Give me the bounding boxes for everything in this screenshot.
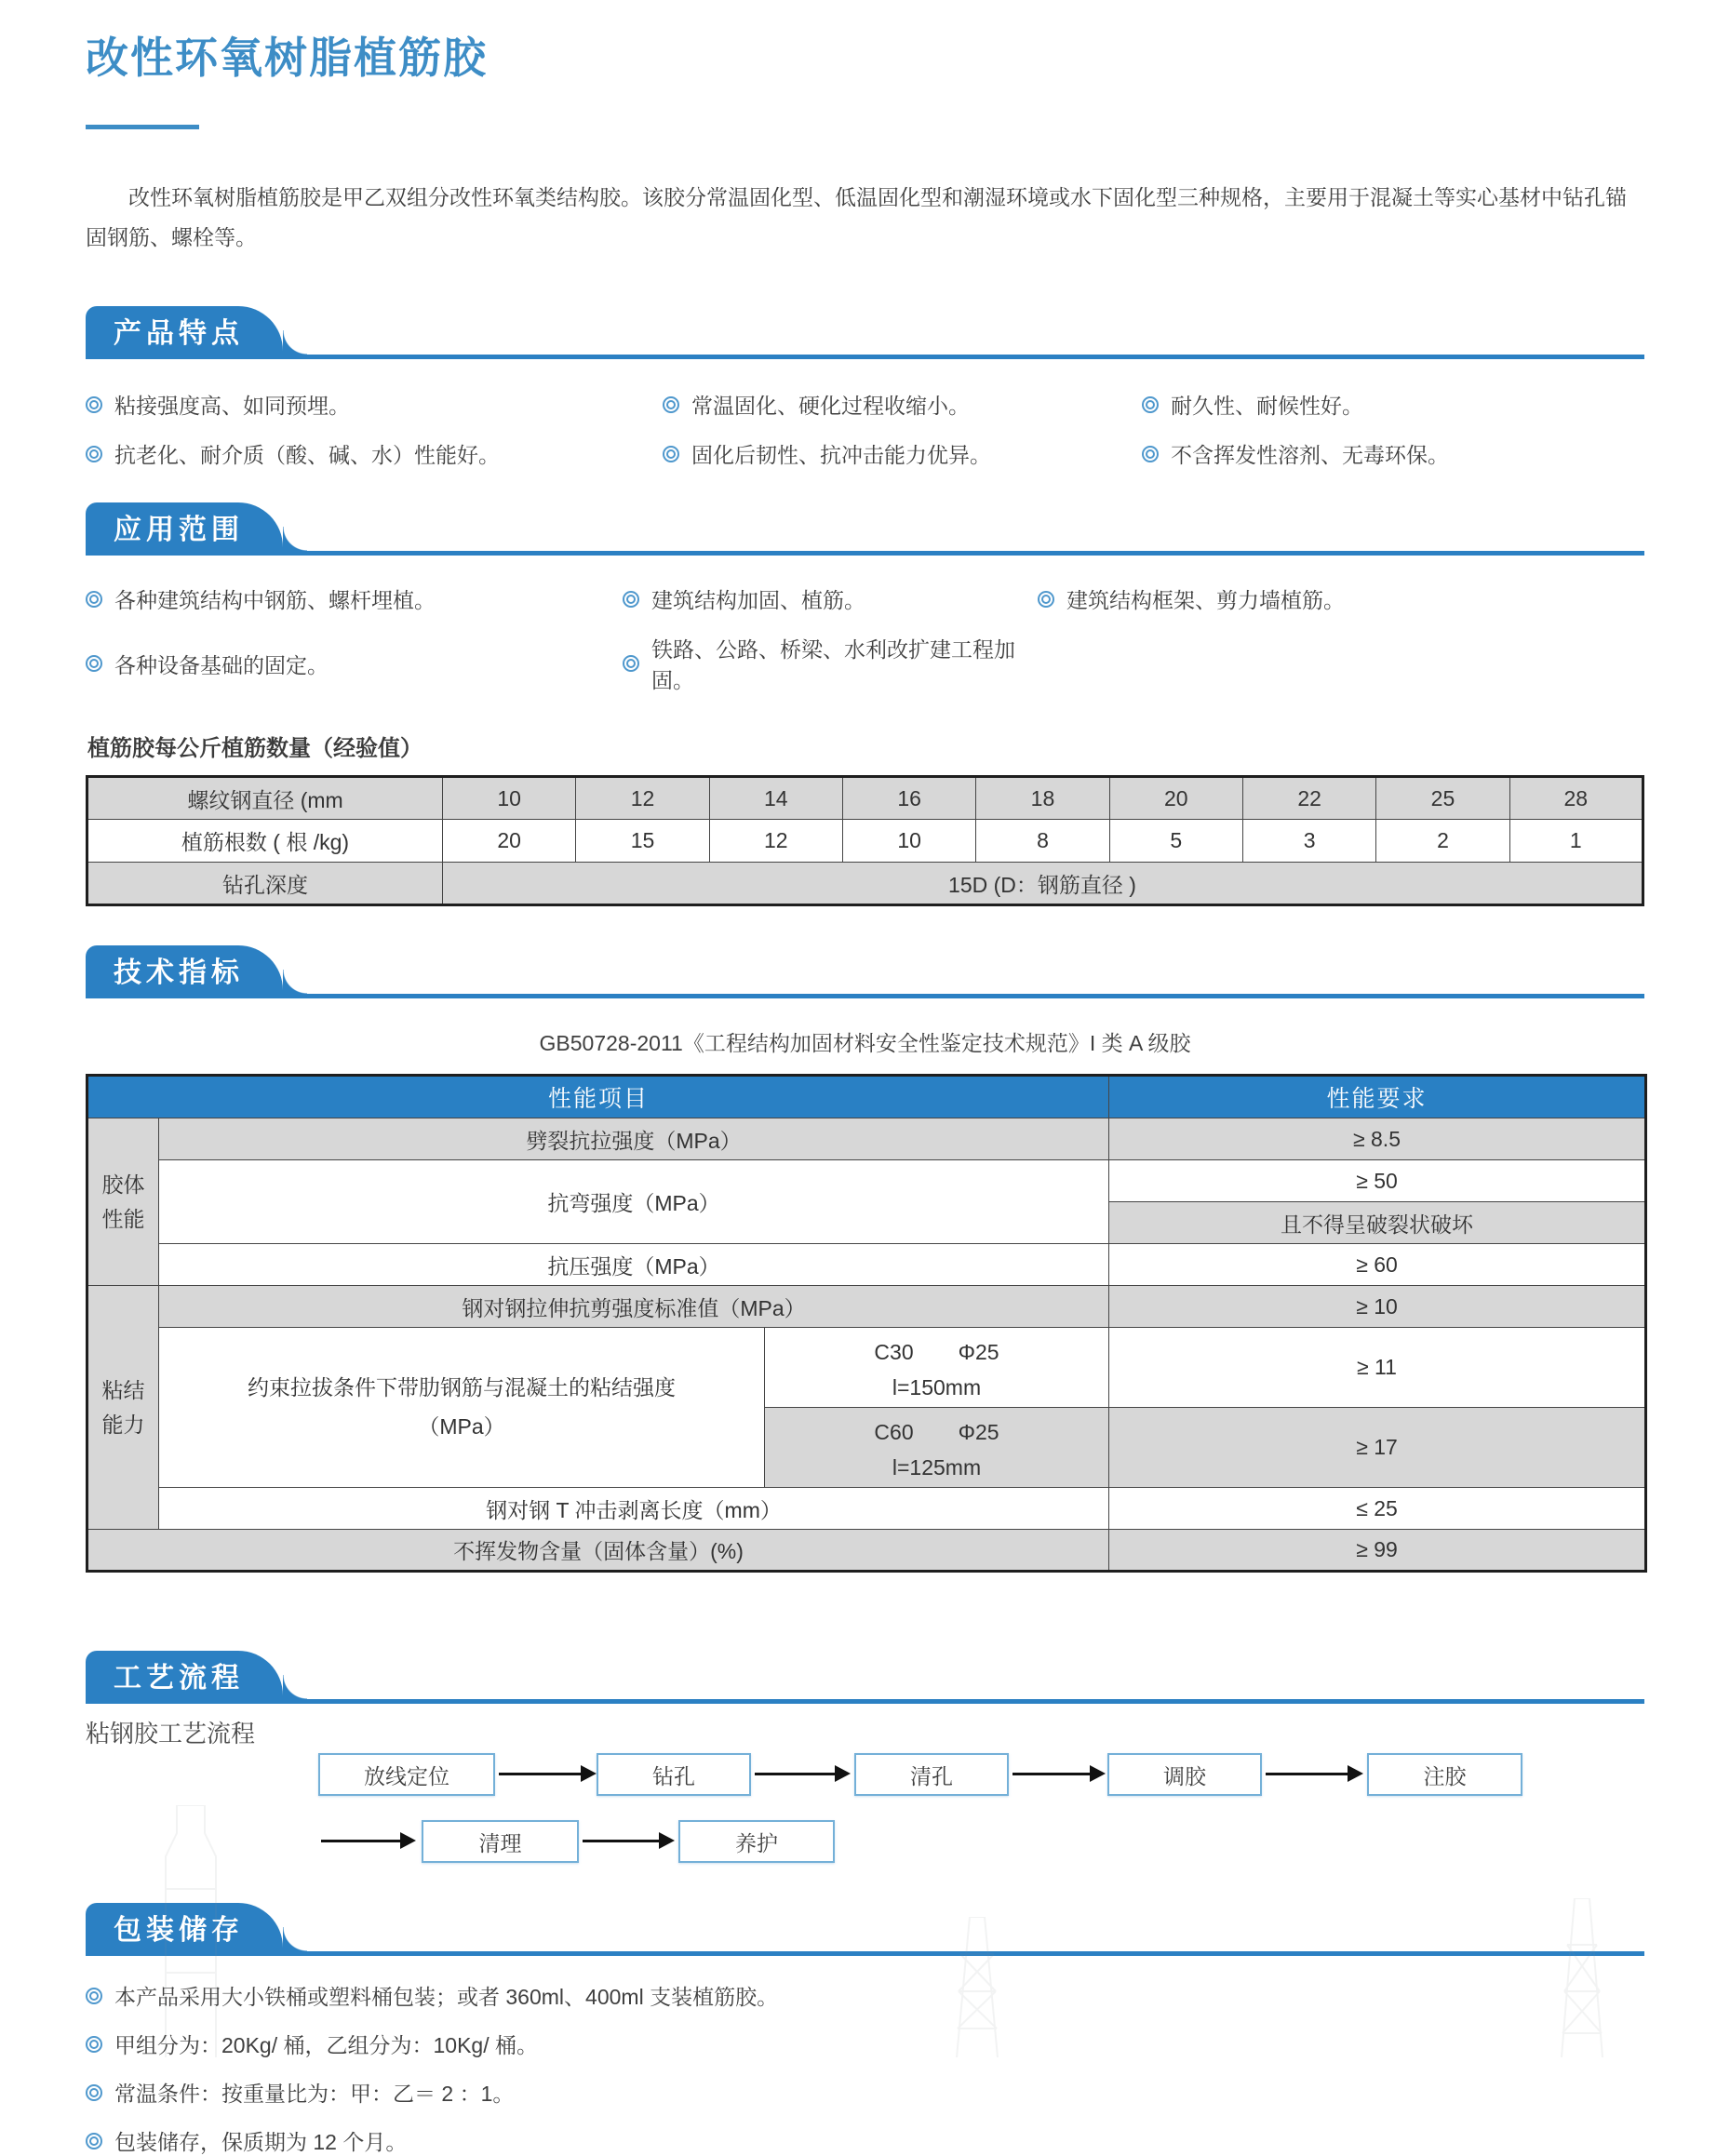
list-item — [663, 389, 1142, 420]
bullseye-icon — [1038, 591, 1054, 608]
list-item — [623, 583, 1038, 614]
section-rule — [86, 994, 1644, 998]
list-item-text: 粘接强度高、如同预埋。 — [114, 394, 350, 418]
list-item — [86, 438, 663, 469]
section-heading: 包装储存 — [114, 1915, 244, 1946]
column-header: 性能要求 — [1109, 1076, 1646, 1118]
group-label-cell: 粘结能力 — [87, 1286, 159, 1530]
features-list — [86, 389, 1644, 469]
condition-length: l=150mm — [892, 1375, 982, 1400]
requirement-cell: ≥ 17 — [1109, 1408, 1646, 1488]
section-applications-header — [86, 502, 1644, 556]
flow-arrow-icon — [499, 1773, 582, 1775]
requirement-cell: ≥ 10 — [1109, 1286, 1646, 1328]
table-cell: 15D (D：钢筋直径 ) — [443, 863, 1643, 905]
bullseye-icon — [86, 2084, 102, 2101]
condition-length: l=125mm — [892, 1455, 982, 1480]
table-row — [87, 1488, 1646, 1530]
list-item — [86, 583, 623, 614]
section-features-header — [86, 306, 1644, 359]
property-text: 约束拉拔条件下带肋钢筋与混凝土的粘结强度 — [248, 1375, 676, 1400]
table-cell: 12 — [576, 777, 709, 820]
packaging-list — [86, 1980, 1644, 2156]
section-heading: 应用范围 — [114, 515, 244, 545]
property-cell: 钢对钢 T 冲击剥离长度（mm） — [159, 1488, 1109, 1530]
table-cell: 10 — [842, 820, 975, 863]
process-subtitle: 粘钢胶工艺流程 — [86, 1720, 256, 1748]
list-item — [623, 633, 1038, 694]
flow-arrow-icon — [1013, 1773, 1091, 1775]
bullseye-icon — [623, 591, 639, 608]
list-item — [86, 633, 623, 694]
table-cell: 5 — [1109, 820, 1242, 863]
table-cell: 15 — [576, 820, 709, 863]
bullseye-icon — [663, 446, 679, 462]
table-row — [87, 820, 1643, 863]
list-item-text: 固化后韧性、抗冲击能力优异。 — [691, 443, 991, 467]
property-cell — [159, 1328, 765, 1488]
list-item-text: 不含挥发性溶剂、无毒环保。 — [1171, 443, 1449, 467]
requirement-cell: ≥ 11 — [1109, 1328, 1646, 1408]
table-row — [87, 863, 1643, 905]
requirement-cell: ≥ 8.5 — [1109, 1118, 1646, 1160]
document-page — [86, 0, 1644, 2156]
section-badge — [86, 945, 283, 994]
bullseye-icon — [86, 446, 102, 462]
page-title: 改性环氧树脂植筋胶 — [86, 33, 488, 82]
table-cell: 22 — [1242, 777, 1375, 820]
list-item-text: 建筑结构加固、植筋。 — [651, 588, 865, 612]
table-cell: 28 — [1509, 777, 1643, 820]
rebar-count-table — [86, 775, 1644, 906]
bullseye-icon — [86, 396, 102, 413]
condition-grade: C30 — [874, 1339, 914, 1364]
table-row — [87, 1286, 1646, 1328]
list-item-text: 常温固化、硬化过程收缩小。 — [691, 394, 970, 418]
list-item — [1142, 389, 1644, 420]
list-item — [86, 2029, 1644, 2059]
group-label-cell: 胶体性能 — [87, 1118, 159, 1286]
table-cell: 18 — [976, 777, 1109, 820]
list-item — [86, 2125, 1644, 2156]
table-cell: 2 — [1376, 820, 1509, 863]
table-row — [87, 1530, 1646, 1572]
list-item-text: 耐久性、耐候性好。 — [1171, 394, 1363, 418]
list-item — [663, 438, 1142, 469]
flow-step: 清孔 — [854, 1753, 1009, 1796]
table-header-row — [87, 1076, 1646, 1118]
section-heading: 产品特点 — [114, 318, 244, 349]
table-cell: 16 — [842, 777, 975, 820]
list-item-text: 包装储存，保质期为 12 个月。 — [114, 2130, 408, 2154]
table-cell: 20 — [1109, 777, 1242, 820]
property-cell: 劈裂抗拉强度（MPa） — [159, 1118, 1109, 1160]
requirement-cell: ≤ 25 — [1109, 1488, 1646, 1530]
bullseye-icon — [663, 396, 679, 413]
section-rule — [86, 355, 1644, 359]
table-cell: 1 — [1509, 820, 1643, 863]
requirement-cell: ≥ 50 — [1109, 1160, 1646, 1202]
column-header: 性能项目 — [87, 1076, 1109, 1118]
list-item — [86, 2077, 1644, 2108]
section-badge — [86, 502, 283, 551]
bullseye-icon — [86, 1988, 102, 2004]
section-tech-header — [86, 945, 1644, 998]
section-process-header — [86, 1651, 1644, 1704]
table-row — [87, 1118, 1646, 1160]
requirement-cell: ≥ 60 — [1109, 1244, 1646, 1286]
section-badge — [86, 1651, 283, 1699]
property-cell: 抗弯强度（MPa） — [159, 1160, 1109, 1244]
list-item — [86, 389, 663, 420]
list-item — [1142, 438, 1644, 469]
row-label-cell: 植筋根数 ( 根 /kg) — [87, 820, 443, 863]
section-badge — [86, 306, 283, 355]
section-heading: 工艺流程 — [114, 1663, 244, 1694]
flow-step: 养护 — [678, 1820, 835, 1863]
bullseye-icon — [1142, 446, 1159, 462]
flow-arrow-icon — [583, 1840, 660, 1842]
list-item-text: 甲组分为：20Kg/ 桶，乙组分为：10Kg/ 桶。 — [114, 2033, 538, 2057]
flow-step: 调胶 — [1107, 1753, 1262, 1796]
tech-standard-subtitle: GB50728-2011《工程结构加固材料安全性鉴定技术规范》I 类 A 级胶 — [539, 1031, 1191, 1055]
table-row — [87, 1328, 1646, 1408]
rebar-table-caption: 植筋胶每公斤植筋数量（经验值） — [87, 736, 422, 761]
requirement-cell: 且不得呈破裂状破坏 — [1109, 1202, 1646, 1244]
table-row — [87, 777, 1643, 820]
title-underline — [86, 125, 199, 129]
section-rule — [86, 1699, 1644, 1704]
condition-diameter: Φ25 — [958, 1419, 999, 1444]
flow-arrow-icon — [755, 1773, 836, 1775]
list-item-text: 抗老化、耐介质（酸、碱、水）性能好。 — [114, 443, 500, 467]
bullseye-icon — [1142, 396, 1159, 413]
property-cell: 抗压强度（MPa） — [159, 1244, 1109, 1286]
bullseye-icon — [86, 2036, 102, 2053]
table-cell: 12 — [709, 820, 842, 863]
section-badge — [86, 1903, 283, 1951]
list-item-text: 铁路、公路、桥梁、水利改扩建工程加固。 — [651, 637, 1015, 692]
bullseye-icon — [86, 591, 102, 608]
section-rule — [86, 1951, 1644, 1956]
list-item — [86, 1980, 1644, 2011]
list-item-text: 常温条件：按重量比为：甲：乙＝ 2 ：1。 — [114, 2082, 515, 2106]
property-cell: 不挥发物含量（固体含量）(%) — [87, 1530, 1109, 1572]
row-label-cell: 钻孔深度 — [87, 863, 443, 905]
flow-step: 清理 — [422, 1820, 579, 1863]
flow-step: 钻孔 — [597, 1753, 751, 1796]
table-cell: 8 — [976, 820, 1109, 863]
table-row — [87, 1160, 1646, 1202]
bullseye-icon — [623, 655, 639, 672]
intro-paragraph: 改性环氧树脂植筋胶是甲乙双组分改性环氧类结构胶。该胶分常温固化型、低温固化型和潮湿环境或水下固化型三种规格，主要用于混凝土等实心基材中钻孔锚固钢筋、螺栓等。 — [86, 185, 1627, 249]
flow-arrow-icon — [1266, 1773, 1348, 1775]
table-cell: 25 — [1376, 777, 1509, 820]
table-cell: 20 — [443, 820, 576, 863]
bullseye-icon — [86, 655, 102, 672]
flow-step: 注胶 — [1367, 1753, 1522, 1796]
condition-cell — [765, 1328, 1109, 1408]
list-item-text: 各种建筑结构中钢筋、螺杆埋植。 — [114, 588, 436, 612]
list-item-text: 本产品采用大小铁桶或塑料桶包装；或者 360ml、400ml 支装植筋胶。 — [114, 1985, 779, 2009]
section-rule — [86, 551, 1644, 556]
list-item-text: 各种设备基础的固定。 — [114, 652, 329, 677]
condition-diameter: Φ25 — [958, 1339, 999, 1364]
table-cell: 3 — [1242, 820, 1375, 863]
flow-step: 放线定位 — [318, 1753, 495, 1796]
condition-cell — [765, 1408, 1109, 1488]
property-cell: 钢对钢拉伸抗剪强度标准值（MPa） — [159, 1286, 1109, 1328]
list-item — [1038, 583, 1644, 614]
condition-grade: C60 — [874, 1419, 914, 1444]
bullseye-icon — [86, 2133, 102, 2149]
table-row — [87, 1244, 1646, 1286]
requirement-cell: ≥ 99 — [1109, 1530, 1646, 1572]
flow-arrow-icon — [321, 1840, 401, 1842]
section-packaging-header — [86, 1903, 1644, 1956]
section-heading: 技术指标 — [114, 957, 244, 988]
applications-list — [86, 583, 1644, 694]
property-text: （MPa） — [418, 1413, 505, 1439]
table-cell: 14 — [709, 777, 842, 820]
tech-spec-table — [86, 1074, 1647, 1573]
list-item-text: 建筑结构框架、剪力墙植筋。 — [1066, 588, 1345, 612]
process-flowchart — [86, 1753, 1644, 1888]
table-cell: 10 — [443, 777, 576, 820]
row-label-cell: 螺纹钢直径 (mm — [87, 777, 443, 820]
